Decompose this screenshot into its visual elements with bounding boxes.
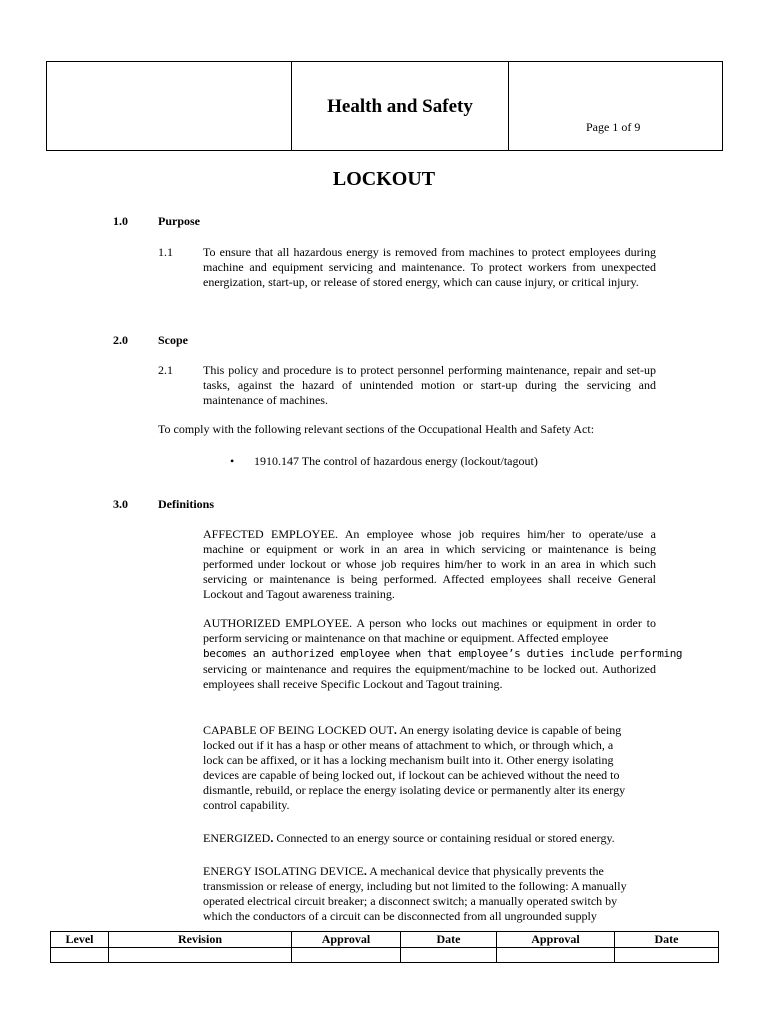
- item-2-1-number: 2.1: [158, 363, 173, 377]
- isolating-dot: .: [363, 864, 367, 878]
- revision-table-row: [51, 948, 719, 963]
- item-2-1-text: This policy and procedure is to protect personnel performing maintenance, repair and set-up tasks, against the hazard of unintended motion or start-up during the servicing and maintenance of machines.: [203, 363, 656, 407]
- capable-term: CAPABLE OF BEING LOCKED OUT: [203, 723, 394, 737]
- document-title: LOCKOUT: [332, 168, 436, 190]
- bullet-dot: •: [230, 454, 235, 468]
- comply-text: To comply with the following relevant sections of the Occupational Health and Safety Act:: [158, 422, 595, 436]
- definition-affected-employee: AFFECTED EMPLOYEE. An employee whose job requires him/her to operate/use a machine or equipment or work in an area in which servicing or maintenance is being performed under lockout or whose job requires him/her to work in an area in which such servicing or maintenance is being performed. Affected employees shall receive General Lockout and Tagout awareness training.: [203, 527, 656, 601]
- isolating-line: transmission or release of energy, including but not limited to the following: A manually: [203, 879, 627, 893]
- definition-capable: [203, 723, 656, 813]
- header-title: Health and Safety: [327, 96, 473, 117]
- section-1-number: 1.0: [113, 214, 128, 228]
- revision-cell: [497, 948, 615, 963]
- item-1-1-number: 1.1: [158, 245, 173, 259]
- section-3-number: 3.0: [113, 497, 128, 511]
- section-1-title: Purpose: [158, 214, 200, 228]
- revision-header-level: Level: [51, 932, 109, 948]
- revision-cell: [292, 948, 401, 963]
- capable-line: lock can be affixed, or it has a locking mechanism built into it. Other energy isolating: [203, 753, 614, 767]
- capable-line: locked out if it has a hasp or other means of attachment to which, or through which, a: [203, 738, 614, 752]
- page-number: Page 1 of 9: [586, 120, 641, 134]
- revision-cell: [615, 948, 719, 963]
- item-1-1-text: To ensure that all hazardous energy is removed from machines to protect employees during machine and equipment servicing and maintenance. To protect workers from unexpected energization, start-up, or release of stored energy, which can cause injury, or critical injury.: [203, 245, 656, 289]
- definition-authorized-line3: servicing or maintenance and requires the equipment/machine to be locked out. Authorized employees shall receive Specific Lockout and Tagout training.: [203, 662, 656, 691]
- definition-energized: [203, 831, 656, 846]
- revision-table: [50, 931, 719, 963]
- isolating-term: ENERGY ISOLATING DEVICE: [203, 864, 364, 878]
- definition-authorized-line2: becomes an authorized employee when that employee’s duties include performing: [203, 647, 683, 660]
- isolating-line: operated electrical circuit breaker; a disconnect switch; a manually operated switch by: [203, 894, 618, 908]
- energized-text: Connected to an energy source or containing residual or stored energy.: [273, 831, 615, 845]
- energized-dot: .: [270, 831, 274, 845]
- capable-line: devices are capable of being locked out, if lockout can be achieved without the need to: [203, 768, 620, 782]
- section-3-title: Definitions: [158, 497, 215, 511]
- revision-cell: [51, 948, 109, 963]
- header-logo-cell: [47, 62, 292, 151]
- bullet-item: 1910.147 The control of hazardous energy (lockout/tagout): [254, 454, 538, 468]
- revision-header-revision: Revision: [109, 932, 292, 948]
- section-2-title: Scope: [158, 333, 188, 347]
- definition-energy-isolating-device: [203, 864, 656, 924]
- revision-header-approval-2: Approval: [497, 932, 615, 948]
- capable-line: control capability.: [203, 798, 290, 812]
- revision-cell: [109, 948, 292, 963]
- capable-line: An energy isolating device is capable of being: [396, 723, 622, 737]
- definition-authorized-line1: AUTHORIZED EMPLOYEE. A person who locks out machines or equipment in order to perform servicing or maintenance on that machine or equipment. Affected employee: [203, 616, 656, 645]
- isolating-line: which the conductors of a circuit can be disconnected from all ungrounded supply: [203, 909, 597, 923]
- isolating-line: A mechanical device that physically prevents the: [366, 864, 604, 878]
- capable-dot: .: [393, 723, 397, 737]
- revision-table-header-row: [51, 932, 719, 948]
- capable-line: dismantle, rebuild, or replace the energy isolating device or permanently alter its energy: [203, 783, 626, 797]
- revision-cell: [401, 948, 497, 963]
- header-title-cell: [292, 62, 509, 151]
- section-2-number: 2.0: [113, 333, 128, 347]
- header-page-cell: [509, 62, 723, 151]
- revision-header-date-2: Date: [615, 932, 719, 948]
- revision-header-approval: Approval: [292, 932, 401, 948]
- energized-term: ENERGIZED: [203, 831, 271, 845]
- revision-header-date: Date: [401, 932, 497, 948]
- document-header: [46, 61, 723, 151]
